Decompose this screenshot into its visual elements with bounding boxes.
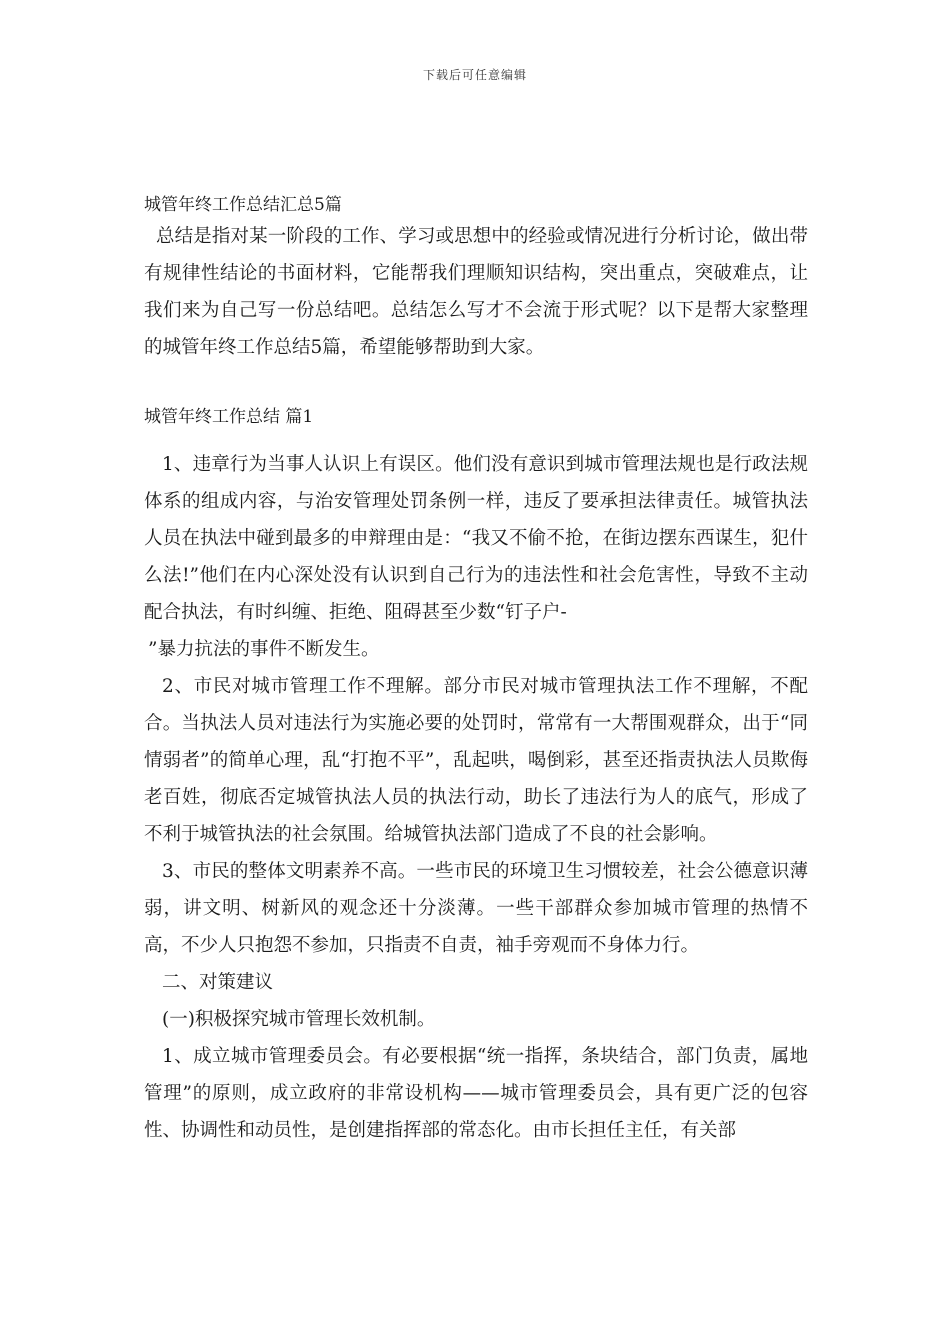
- paragraph-1-continued: ”暴力抗法的事件不断发生。: [148, 639, 380, 661]
- paragraph-2: 2、市民对城市管理工作不理解。部分市民对城市管理执法工作不理解，不配合。当执法人员对违法行为实施必要的处罚时，常常有一大帮围观群众，出于“同情弱者”的简单心理，乱“打抱不平”，乱起哄，喝倒彩，甚至还指责执法人员欺侮老百姓，彻底否定城管执法人员的执法行动，助长了违法行为人的底气，形成了不利于城管执法的社会氛围。给城管执法部门造成了不良的社会影响。: [144, 676, 808, 846]
- section-title: 城管年终工作总结 篇1: [144, 407, 314, 427]
- document-body: [144, 192, 808, 1149]
- page-header-note: 下载后可任意编辑: [422, 68, 527, 82]
- document-title: 城管年终工作总结汇总5篇: [144, 195, 342, 215]
- paragraph-4-heading: 二、对策建议: [162, 972, 274, 994]
- paragraph-3: 3、市民的整体文明素养不高。一些市民的环境卫生习惯较差，社会公德意识薄弱，讲文明、树新风的观念还十分淡薄。一些干部群众参加城市管理的热情不高，不少人只抱怨不参加，只指责不自责，袖手旁观而不身体力行。: [144, 861, 808, 957]
- paragraph-1: 1、违章行为当事人认识上有误区。他们没有意识到城市管理法规也是行政法规体系的组成内容，与治安管理处罚条例一样，违反了要承担法律责任。城管执法人员在执法中碰到最多的申辩理由是：“我又不偷不抢，在街边摆东西谋生，犯什么法!”他们在内心深处没有认识到自己行为的违法性和社会危害性，导致不主动配合执法，有时纠缠、拒绝、阻碍甚至少数“钉子户-: [144, 454, 808, 624]
- intro-paragraph: 总结是指对某一阶段的工作、学习或思想中的经验或情况进行分析讨论，做出带有规律性结论的书面材料，它能帮我们理顺知识结构，突出重点，突破难点，让我们来为自己写一份总结吧。总结怎么写才不会流于形式呢？以下是帮大家整理的城管年终工作总结5篇，希望能够帮助到大家。: [144, 226, 808, 358]
- paragraph-5-heading: (一)积极探究城市管理长效机制。: [162, 1009, 436, 1031]
- paragraph-6: 1、成立城市管理委员会。有必要根据“统一指挥，条块结合，部门负责，属地管理”的原则，成立政府的非常设机构——城市管理委员会，具有更广泛的包容性、协调性和动员性，是创建指挥部的常态化。由市长担任主任，有关部: [144, 1046, 808, 1142]
